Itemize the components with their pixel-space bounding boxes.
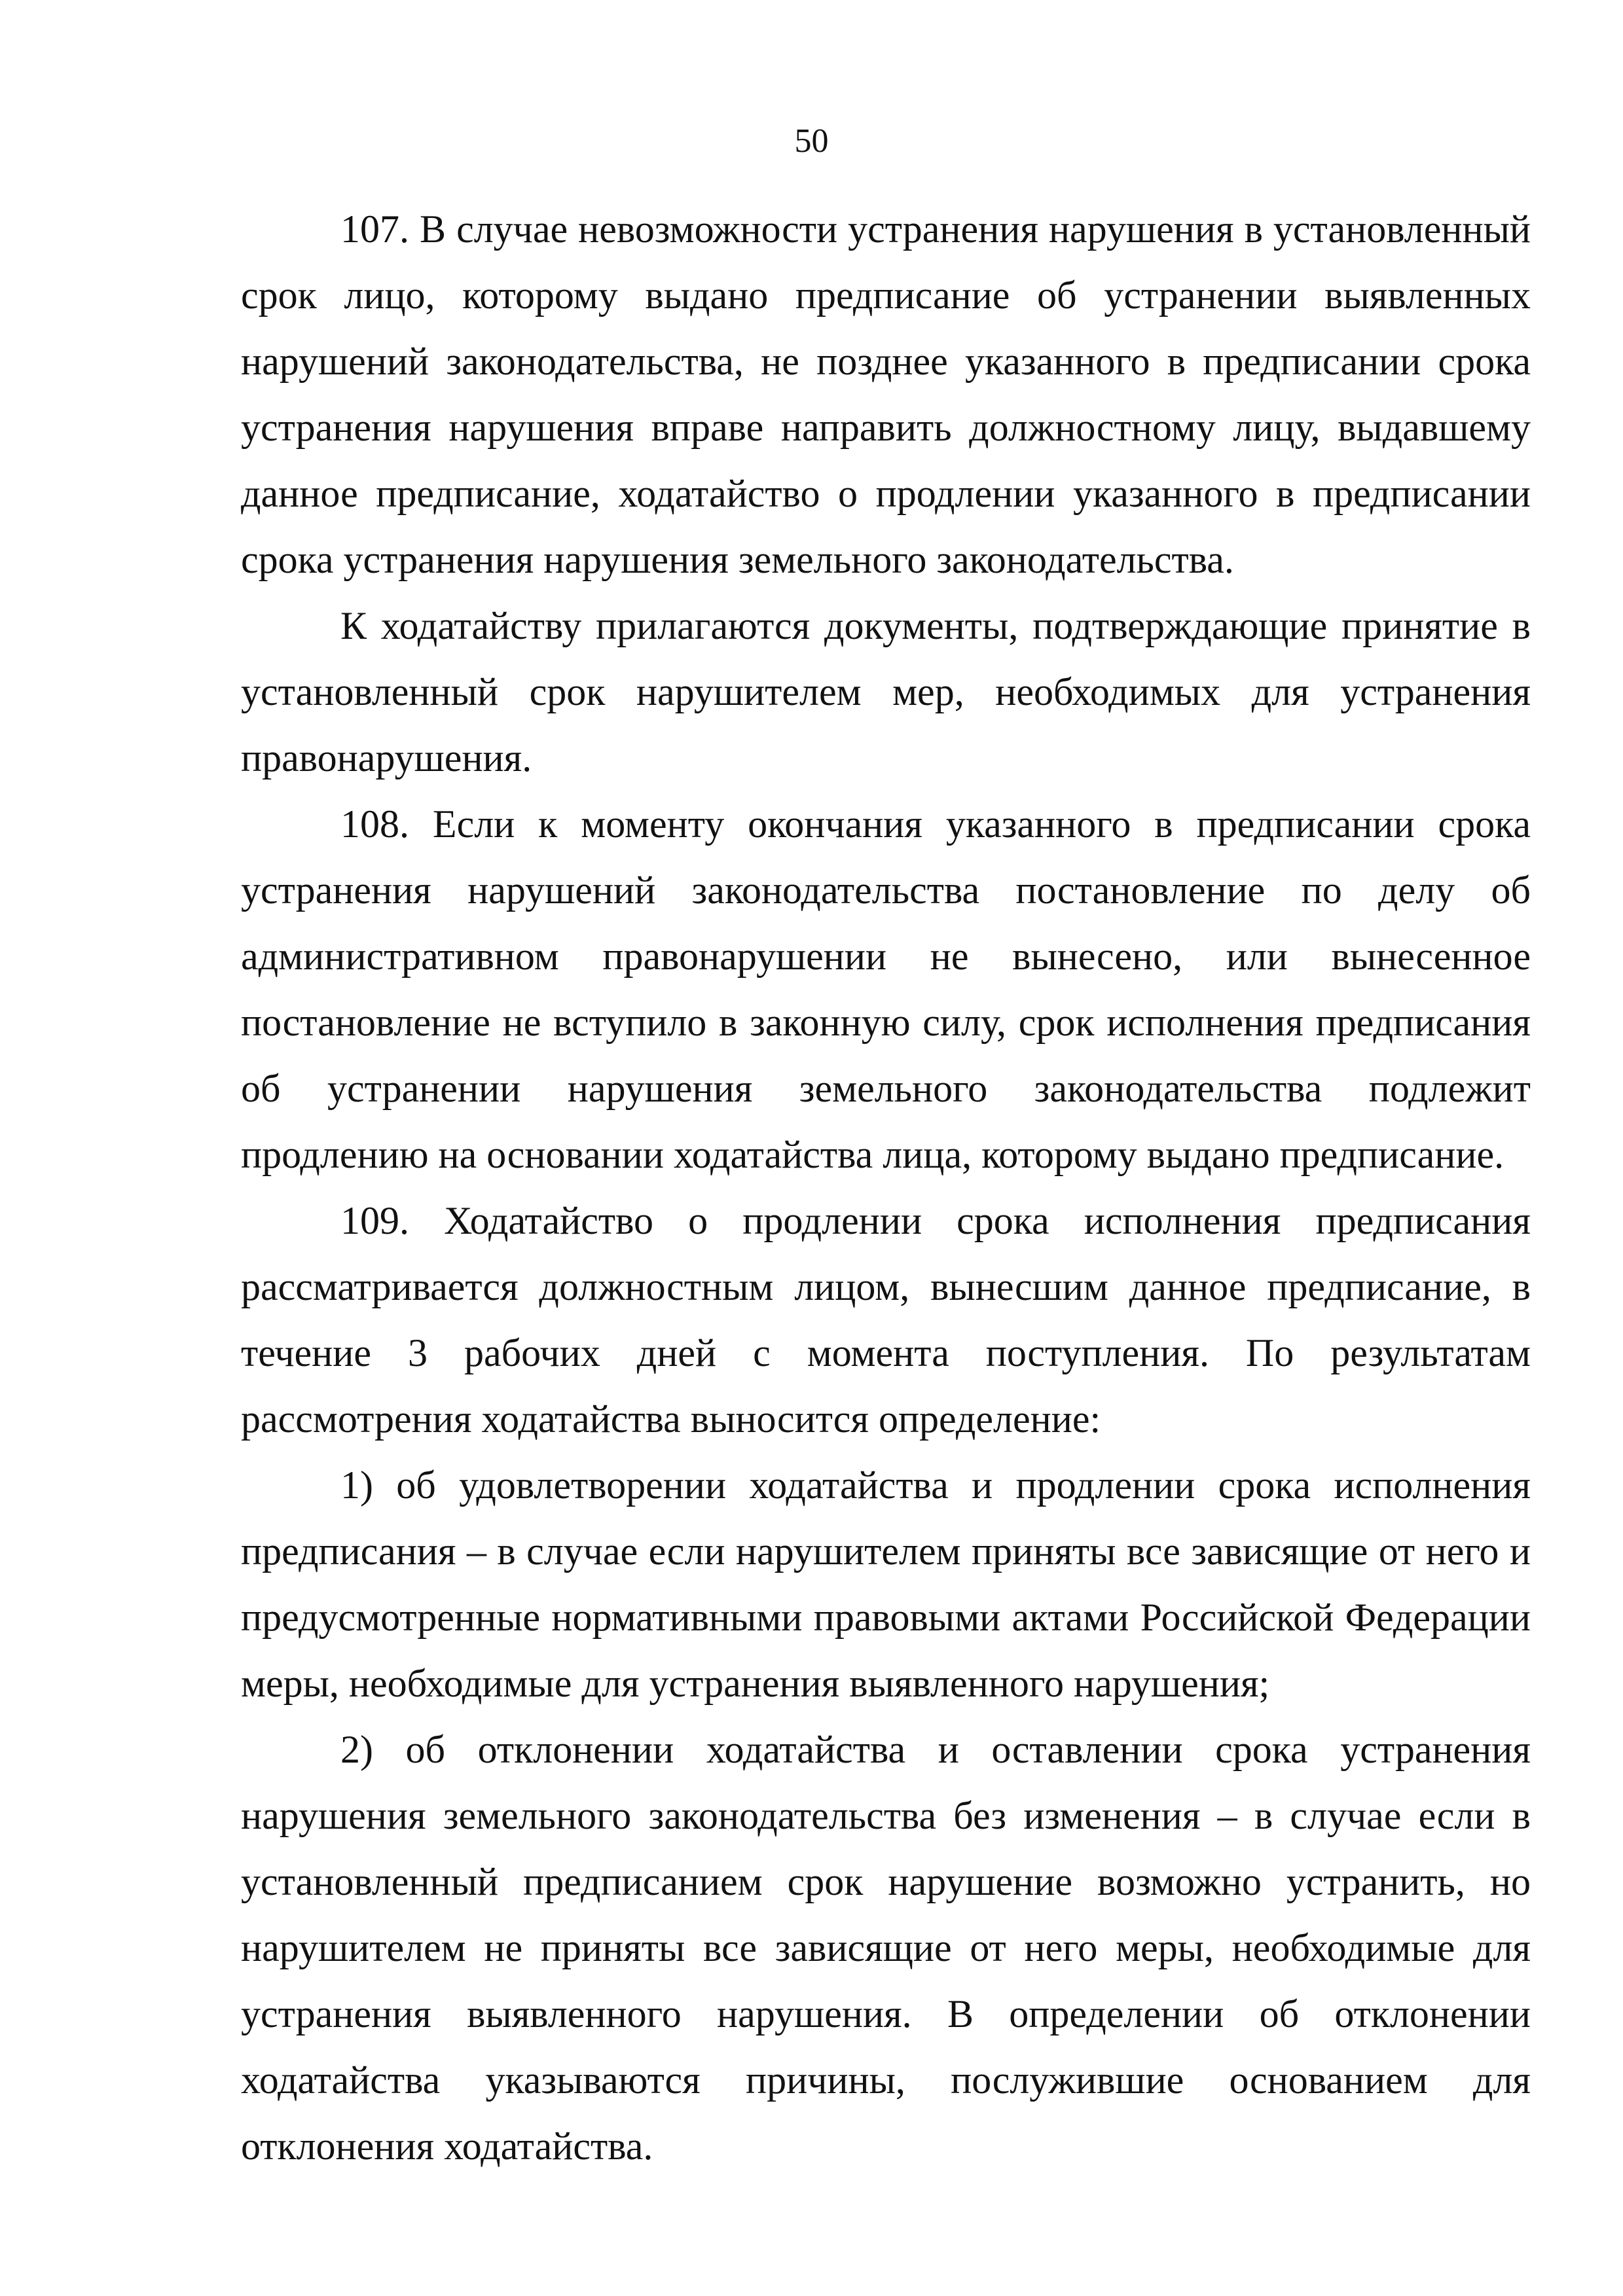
paragraph-108: 108. Если к моменту окончания указанного в предписании срока устранения нарушений законодательства постановление по делу об административном правонарушении не вынесено, или вынесенное постановление не вступило в законную силу, срок исполнения предписания об устранении нарушения земельного законодательства подлежит продлению на основании ходатайства лица, которому выдано предписание. (241, 802, 1531, 1176)
paragraph-107-attachment: К ходатайству прилагаются документы, подтверждающие принятие в установленный срок нарушителем мер, необходимых для устранения правонарушения. (241, 604, 1531, 780)
document-body (241, 196, 1531, 2179)
paragraph-109: 109. Ходатайство о продлении срока исполнения предписания рассматривается должностным лицом, вынесшим данное предписание, в течение 3 рабочих дней с момента поступления. По результатам рассмотрения ходатайства выносится определение: (241, 1199, 1531, 1441)
paragraph-109-item-2: 2) об отклонении ходатайства и оставлении срока устранения нарушения земельного законодательства без изменения – в случае если в установленный предписанием срок нарушение возможно устранить, но нарушителем не приняты все зависящие от него меры, необходимые для устранения выявленного нарушения. В определении об отклонении ходатайства указываются причины, послужившие основанием для отклонения ходатайства. (241, 1728, 1531, 2168)
page-number: 50 (794, 122, 829, 160)
paragraph-109-item-1: 1) об удовлетворении ходатайства и продлении срока исполнения предписания – в случае если нарушителем приняты все зависящие от него и предусмотренные нормативными правовыми актами Российской Федерации меры, необходимые для устранения выявленного нарушения; (241, 1463, 1531, 1705)
paragraph-107: 107. В случае невозможности устранения нарушения в установленный срок лицо, которому выдано предписание об устранении выявленных нарушений законодательства, не позднее указанного в предписании срока устранения нарушения вправе направить должностному лицу, выдавшему данное предписание, ходатайство о продлении указанного в предписании срока устранения нарушения земельного законодательства. (241, 207, 1531, 581)
